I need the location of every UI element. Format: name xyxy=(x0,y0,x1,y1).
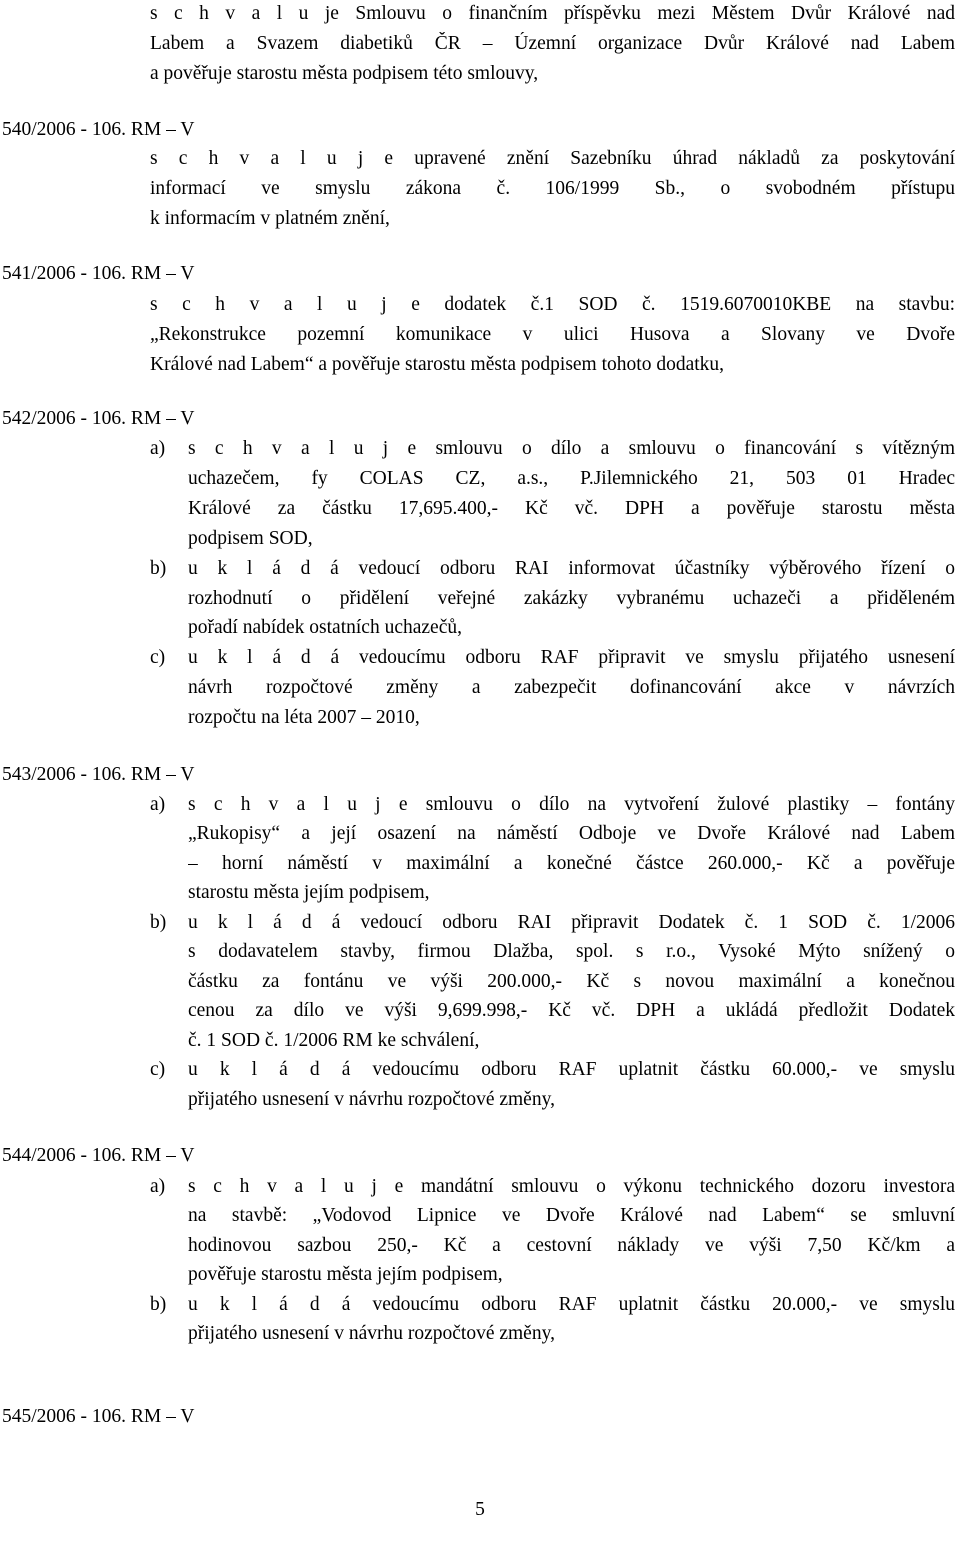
text-line: pořadí nabídek ostatních uchazečů, xyxy=(188,617,462,638)
text-line: č. 1 SOD č. 1/2006 RM ke schválení, xyxy=(188,1030,480,1051)
text-line: u k l á d á vedoucí odboru RAI informovat účastníky výběrového řízení o xyxy=(188,558,955,579)
text-line: s dodavatelem stavby, firmou Dlažba, spol. s r.o., Vysoké Mýto snížený o xyxy=(188,941,955,962)
text-line: přijatého usnesení v návrhu rozpočtové změny, xyxy=(188,1323,555,1344)
text-line: přijatého usnesení v návrhu rozpočtové změny, xyxy=(188,1089,555,1110)
resolution-header: 541/2006 - 106. RM – V xyxy=(2,263,195,284)
item-marker: b) xyxy=(150,912,167,933)
resolution-header: 543/2006 - 106. RM – V xyxy=(2,764,195,785)
text-line: částku za fontánu ve výši 200.000,- Kč s novou maximální a konečnou xyxy=(188,971,955,992)
text-line: s c h v a l u j e dodatek č.1 SOD č. 1519.6070010KBE na stavbu: xyxy=(150,294,955,315)
resolution-header: 542/2006 - 106. RM – V xyxy=(2,408,195,429)
text-line: „Rekonstrukce pozemní komunikace v ulici Husova a Slovany ve Dvoře xyxy=(150,324,955,345)
text-line: starostu města jejím podpisem, xyxy=(188,882,430,903)
item-marker: b) xyxy=(150,558,167,579)
text-line: na stavbě: „Vodovod Lipnice ve Dvoře Králové nad Labem“ se smluvní xyxy=(188,1205,955,1226)
text-line: Králové nad Labem“ a pověřuje starostu města podpisem tohoto dodatku, xyxy=(150,354,725,375)
text-line: informací ve smyslu zákona č. 106/1999 Sb., o svobodném přístupu xyxy=(150,178,955,199)
text-line: pověřuje starostu města jejím podpisem, xyxy=(188,1264,503,1285)
text-line: k informacím v platném znění, xyxy=(150,208,390,229)
text-line: u k l á d á vedoucímu odboru RAF uplatnit částku 60.000,- ve smyslu xyxy=(188,1059,955,1080)
text-line: rozhodnutí o přidělení veřejné zakázky vybranému uchazeči a přiděleném xyxy=(188,588,955,609)
text-line: u k l á d á vedoucímu odboru RAF uplatnit částku 20.000,- ve smyslu xyxy=(188,1294,955,1315)
text-line: Králové za částku 17,695.400,- Kč vč. DPH a pověřuje starostu města xyxy=(188,498,955,519)
item-marker: a) xyxy=(150,438,166,459)
resolution-header: 544/2006 - 106. RM – V xyxy=(2,1145,195,1166)
text-line: s c h v a l u je Smlouvu o finančním příspěvku mezi Městem Dvůr Králové nad xyxy=(150,3,955,24)
text-line: a pověřuje starostu města podpisem této smlouvy, xyxy=(150,63,539,84)
page-number: 5 xyxy=(475,1499,485,1520)
resolution-header: 545/2006 - 106. RM – V xyxy=(2,1406,195,1427)
text-line: u k l á d á vedoucí odboru RAI připravit Dodatek č. 1 SOD č. 1/2006 xyxy=(188,912,955,933)
text-line: „Rukopisy“ a její osazení na náměstí Odboje ve Dvoře Králové nad Labem xyxy=(188,823,955,844)
text-line: – horní náměstí v maximální a konečné částce 260.000,- Kč a pověřuje xyxy=(188,853,955,874)
text-line: hodinovou sazbou 250,- Kč a cestovní náklady ve výši 7,50 Kč/km a xyxy=(188,1235,955,1256)
item-marker: b) xyxy=(150,1294,167,1315)
text-line: uchazečem, fy COLAS CZ, a.s., P.Jilemnického 21, 503 01 Hradec xyxy=(188,468,955,489)
item-marker: c) xyxy=(150,647,166,668)
item-marker: a) xyxy=(150,1176,166,1197)
text-line: s c h v a l u j e upravené znění Sazebníku úhrad nákladů za poskytování xyxy=(150,148,955,169)
text-line: u k l á d á vedoucímu odboru RAF připravit ve smyslu přijatého usnesení xyxy=(188,647,955,668)
text-line: návrh rozpočtové změny a zabezpečit dofinancování akce v návrzích xyxy=(188,677,955,698)
text-line: s c h v a l u j e mandátní smlouvu o výkonu technického dozoru investora xyxy=(188,1176,955,1197)
text-line: s c h v a l u j e smlouvu o dílo na vytvoření žulové plastiky – fontány xyxy=(188,794,955,815)
text-line: s c h v a l u j e smlouvu o dílo a smlouvu o financování s vítězným xyxy=(188,438,955,459)
resolution-header: 540/2006 - 106. RM – V xyxy=(2,119,195,140)
text-line: podpisem SOD, xyxy=(188,528,313,549)
text-line: cenou za dílo ve výši 9,699.998,- Kč vč. DPH a ukládá předložit Dodatek xyxy=(188,1000,955,1021)
text-line: Labem a Svazem diabetiků ČR – Územní organizace Dvůr Králové nad Labem xyxy=(150,33,955,54)
text-line: rozpočtu na léta 2007 – 2010, xyxy=(188,707,420,728)
item-marker: a) xyxy=(150,794,166,815)
item-marker: c) xyxy=(150,1059,166,1080)
